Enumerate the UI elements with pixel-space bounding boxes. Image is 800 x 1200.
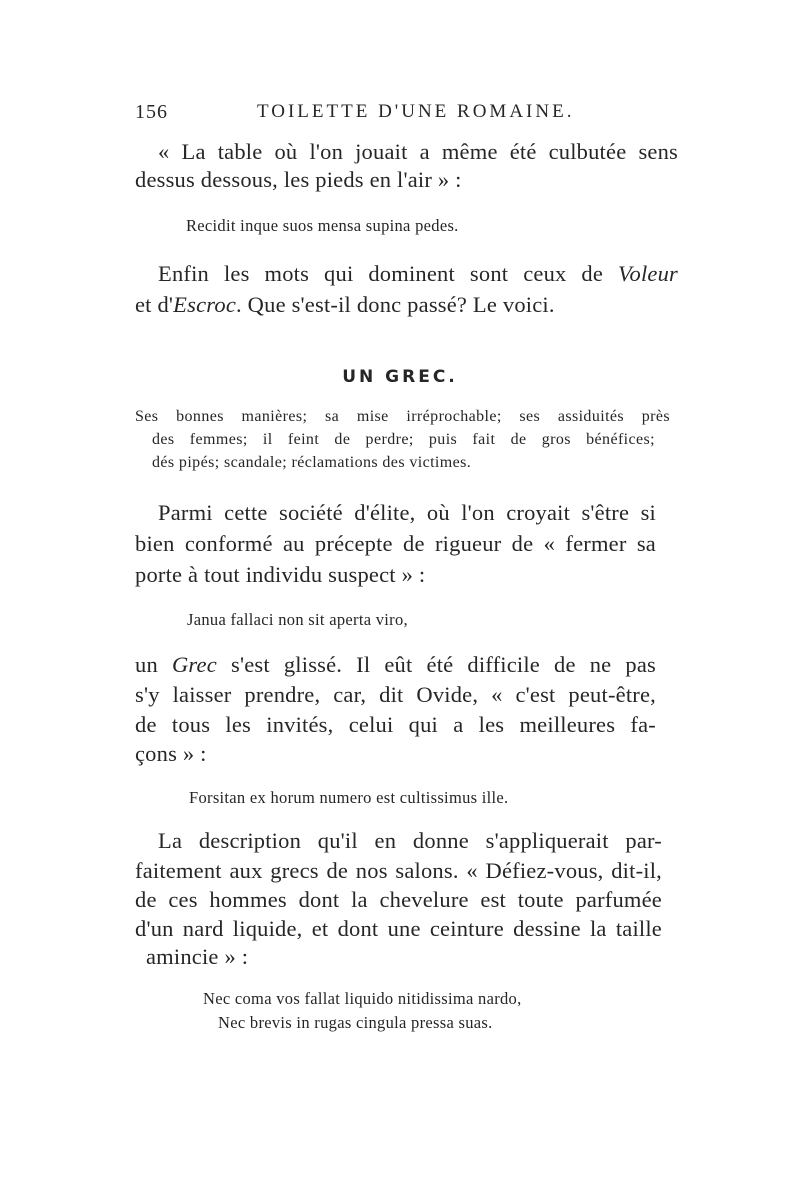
- word-escroc: Escroc: [173, 292, 237, 317]
- verse-4-line-2: Nec brevis in rugas cingula pressa suas.: [218, 1013, 493, 1032]
- section-summary-line-1: Ses bonnes manières; sa mise irréprochable; ses assiduités près: [135, 408, 670, 425]
- paragraph-5-line-5: amincie » :: [146, 944, 249, 969]
- paragraph-5-line-2: faitement aux grecs de nos salons. « Défiez-vous, dit-il,: [135, 858, 662, 883]
- word-voleur: Voleur: [618, 261, 678, 286]
- page-header: [135, 101, 660, 135]
- paragraph-5-line-4: d'un nard liquide, et dont une ceinture dessine la taille: [135, 916, 662, 941]
- word-grec: Grec: [171, 652, 217, 677]
- paragraph-1-line-2: dessus dessous, les pieds en l'air » :: [135, 167, 462, 192]
- paragraph-4-line-1-end: s'est glissé. Il eût été difficile de ne pas: [230, 652, 657, 677]
- section-title: UN GREC.: [342, 367, 458, 387]
- paragraph-1-line-1: « La table où l'on jouait a même été culbutée sens: [158, 139, 678, 164]
- running-title: TOILETTE D'UNE ROMAINE.: [257, 101, 575, 122]
- verse-3: Forsitan ex horum numero est cultissimus ille.: [189, 788, 509, 807]
- paragraph-3-line-3: porte à tout individu suspect » :: [135, 562, 426, 587]
- paragraph-5-line-3: de ces hommes dont la chevelure est toute parfumée: [135, 887, 662, 912]
- paragraph-2-line-1: [158, 261, 678, 287]
- paragraph-3-line-2: bien conformé au précepte de rigueur de « fermer sa: [135, 531, 656, 556]
- paragraph-2-line-2-end: . Que s'est-il donc passé? Le voici.: [236, 292, 555, 317]
- page-number: 156: [135, 101, 168, 123]
- verse-1: Recidit inque suos mensa supina pedes.: [186, 216, 459, 235]
- paragraph-2-line-2: [135, 292, 555, 318]
- section-summary-line-3: dés pipés; scandale; réclamations des victimes.: [152, 454, 472, 471]
- paragraph-2-line-1-text: Enfin les mots qui dominent sont ceux de: [158, 261, 604, 286]
- paragraph-4-line-1-start: un: [135, 652, 158, 677]
- paragraph-2-line-2-start: et d': [135, 292, 174, 317]
- paragraph-4-line-1: [135, 652, 656, 678]
- paragraph-4-line-2: s'y laisser prendre, car, dit Ovide, « c'est peut-être,: [135, 682, 656, 707]
- verse-2: Janua fallaci non sit aperta viro,: [187, 610, 408, 629]
- paragraph-3-line-1: Parmi cette société d'élite, où l'on croyait s'être si: [158, 500, 656, 525]
- paragraph-5-line-1: La description qu'il en donne s'appliquerait par-: [158, 828, 662, 853]
- paragraph-4-line-4: çons » :: [135, 741, 207, 766]
- section-summary-line-2: des femmes; il feint de perdre; puis fait de gros bénéfices;: [152, 431, 655, 448]
- verse-4-line-1: Nec coma vos fallat liquido nitidissima nardo,: [203, 989, 522, 1008]
- paragraph-4-line-3: de tous les invités, celui qui a les meilleures fa-: [135, 712, 656, 737]
